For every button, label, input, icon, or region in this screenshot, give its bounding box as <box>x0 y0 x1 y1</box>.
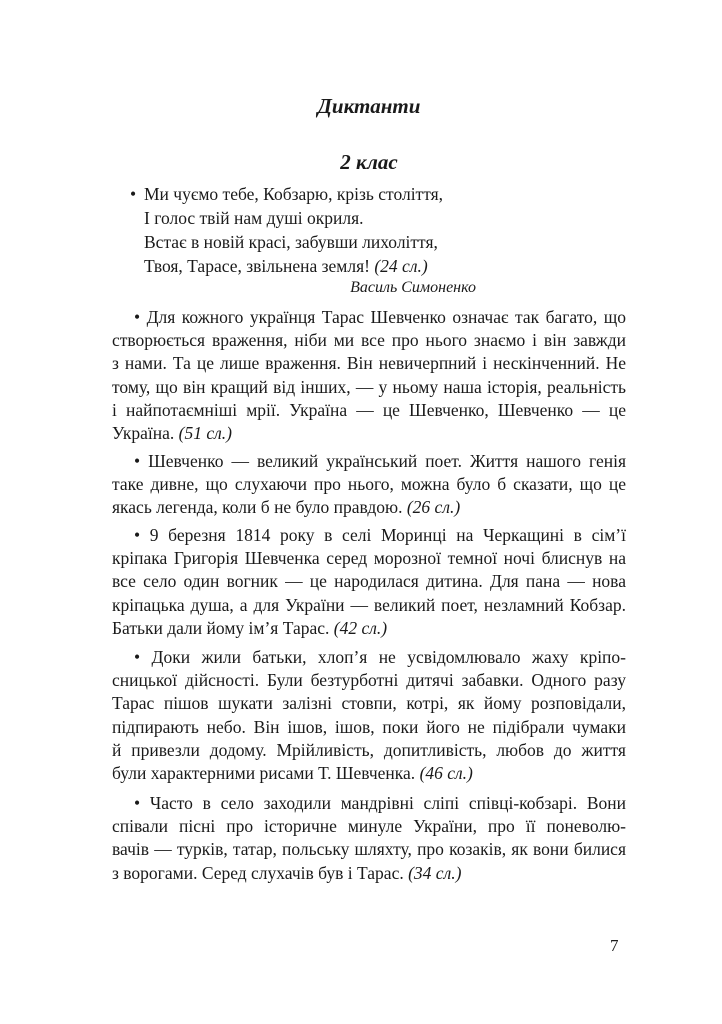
paragraph-line: кріпацька душа, а для України — великий поет, незламний Кобзар. <box>112 594 626 615</box>
paragraph-line: • 9 березня 1814 року в селі Моринці на Черкащині в сім’ї <box>134 525 626 545</box>
poem-epigraph <box>130 182 510 278</box>
word-count: (26 сл.) <box>406 497 461 518</box>
paragraph-line-text: Україна. <box>112 423 175 444</box>
dictation-paragraph <box>112 646 626 785</box>
paragraph-line-text: Батьки дали йому ім’я Тарас. <box>112 617 330 638</box>
poem-line <box>130 230 510 254</box>
paragraph-line: співали пісні про історичне минуле України, про її поневолю- <box>112 816 626 837</box>
paragraph-line: кріпака Григорія Шевченка серед морозної темної ночі блиснув на <box>112 548 626 569</box>
word-count: (46 сл.) <box>419 763 473 784</box>
word-count: (24 сл.) <box>374 256 428 276</box>
poem-line <box>130 206 510 230</box>
poem-line <box>130 254 510 278</box>
word-count: (51 сл.) <box>178 423 232 444</box>
page-title: Диктанти <box>317 94 421 118</box>
paragraph-line: сницької дійсності. Були безтурботні дитячі забавки. Одного разу <box>112 670 626 691</box>
bullet: • <box>130 184 137 204</box>
poem-line-text: І голос твій нам душі окриля. <box>144 208 364 228</box>
dictation-paragraph <box>112 792 626 885</box>
paragraph-line: тому, що він кращий від інших, — у ньому наша історія, реальність <box>112 376 626 397</box>
paragraph-line-last <box>112 617 626 640</box>
poem-line <box>130 182 510 206</box>
paragraph-line: і найпотаємніші мрії. Україна — це Шевченко, Шевченко — це <box>112 399 626 420</box>
paragraph-line-last <box>112 762 626 785</box>
paragraph-line-last <box>112 422 626 445</box>
paragraph-line-text: з ворогами. Серед слухачів був і Тарас. <box>112 862 404 883</box>
paragraph-line: • Часто в село заходили мандрівні сліпі співці-кобзарі. Вони <box>134 793 626 813</box>
paragraph-line: • Шевченко — великий український поет. Життя нашого генія <box>134 451 626 471</box>
poem-line-text: Твоя, Тарасе, звільнена земля! <box>144 256 370 276</box>
poem-author: Василь Симоненко <box>350 279 476 296</box>
dictation-paragraph <box>112 306 626 445</box>
poem-line-text: Ми чуємо тебе, Кобзарю, крізь століття, <box>144 184 444 204</box>
paragraph-line: створюється враження, ніби ми все про нього знаємо і він завжди <box>112 330 626 351</box>
paragraph-line: вачів — турків, татар, польську шляхту, про козаків, як вони билися <box>112 839 626 860</box>
dictation-paragraph <box>112 524 626 640</box>
poem-line-text: Встає в новій красі, забувши лихоліття, <box>144 232 438 252</box>
paragraph-line: Тарас пішов шукати залізні стовпи, котрі, як йому розповідали, <box>112 693 626 714</box>
paragraph-line-text: якась легенда, коли б не було правдою. <box>112 497 403 518</box>
paragraph-line-last <box>112 496 626 519</box>
paragraph-line: все село один вогник — це народилася дитина. Для пана — нова <box>112 571 626 592</box>
page-number: 7 <box>610 936 619 955</box>
paragraph-line: й привезли додому. Мрійливість, допитливість, любов до життя <box>112 739 626 760</box>
section-subtitle: 2 клас <box>340 150 398 174</box>
paragraph-line: таке дивне, що слухаючи про нього, можна було б сказати, що це <box>112 474 626 495</box>
paragraph-line-last <box>112 862 626 885</box>
paragraph-line: з нами. Та це лише враження. Він невичерпний і нескінченний. Не <box>112 353 626 374</box>
paragraph-line: • Доки жили батьки, хлоп’я не усвідомлювало жаху кріпо- <box>134 647 626 667</box>
paragraph-line-text: були характерними рисами Т. Шевченка. <box>112 763 416 784</box>
word-count: (42 сл.) <box>333 617 388 638</box>
paragraph-line: підпирають небо. Він ішов, ішов, поки його не підібрали чумаки <box>112 716 626 737</box>
word-count: (34 сл.) <box>408 862 462 883</box>
paragraph-line: • Для кожного українця Тарас Шевченко означає так багато, що <box>134 307 626 327</box>
dictation-paragraph <box>112 450 626 520</box>
